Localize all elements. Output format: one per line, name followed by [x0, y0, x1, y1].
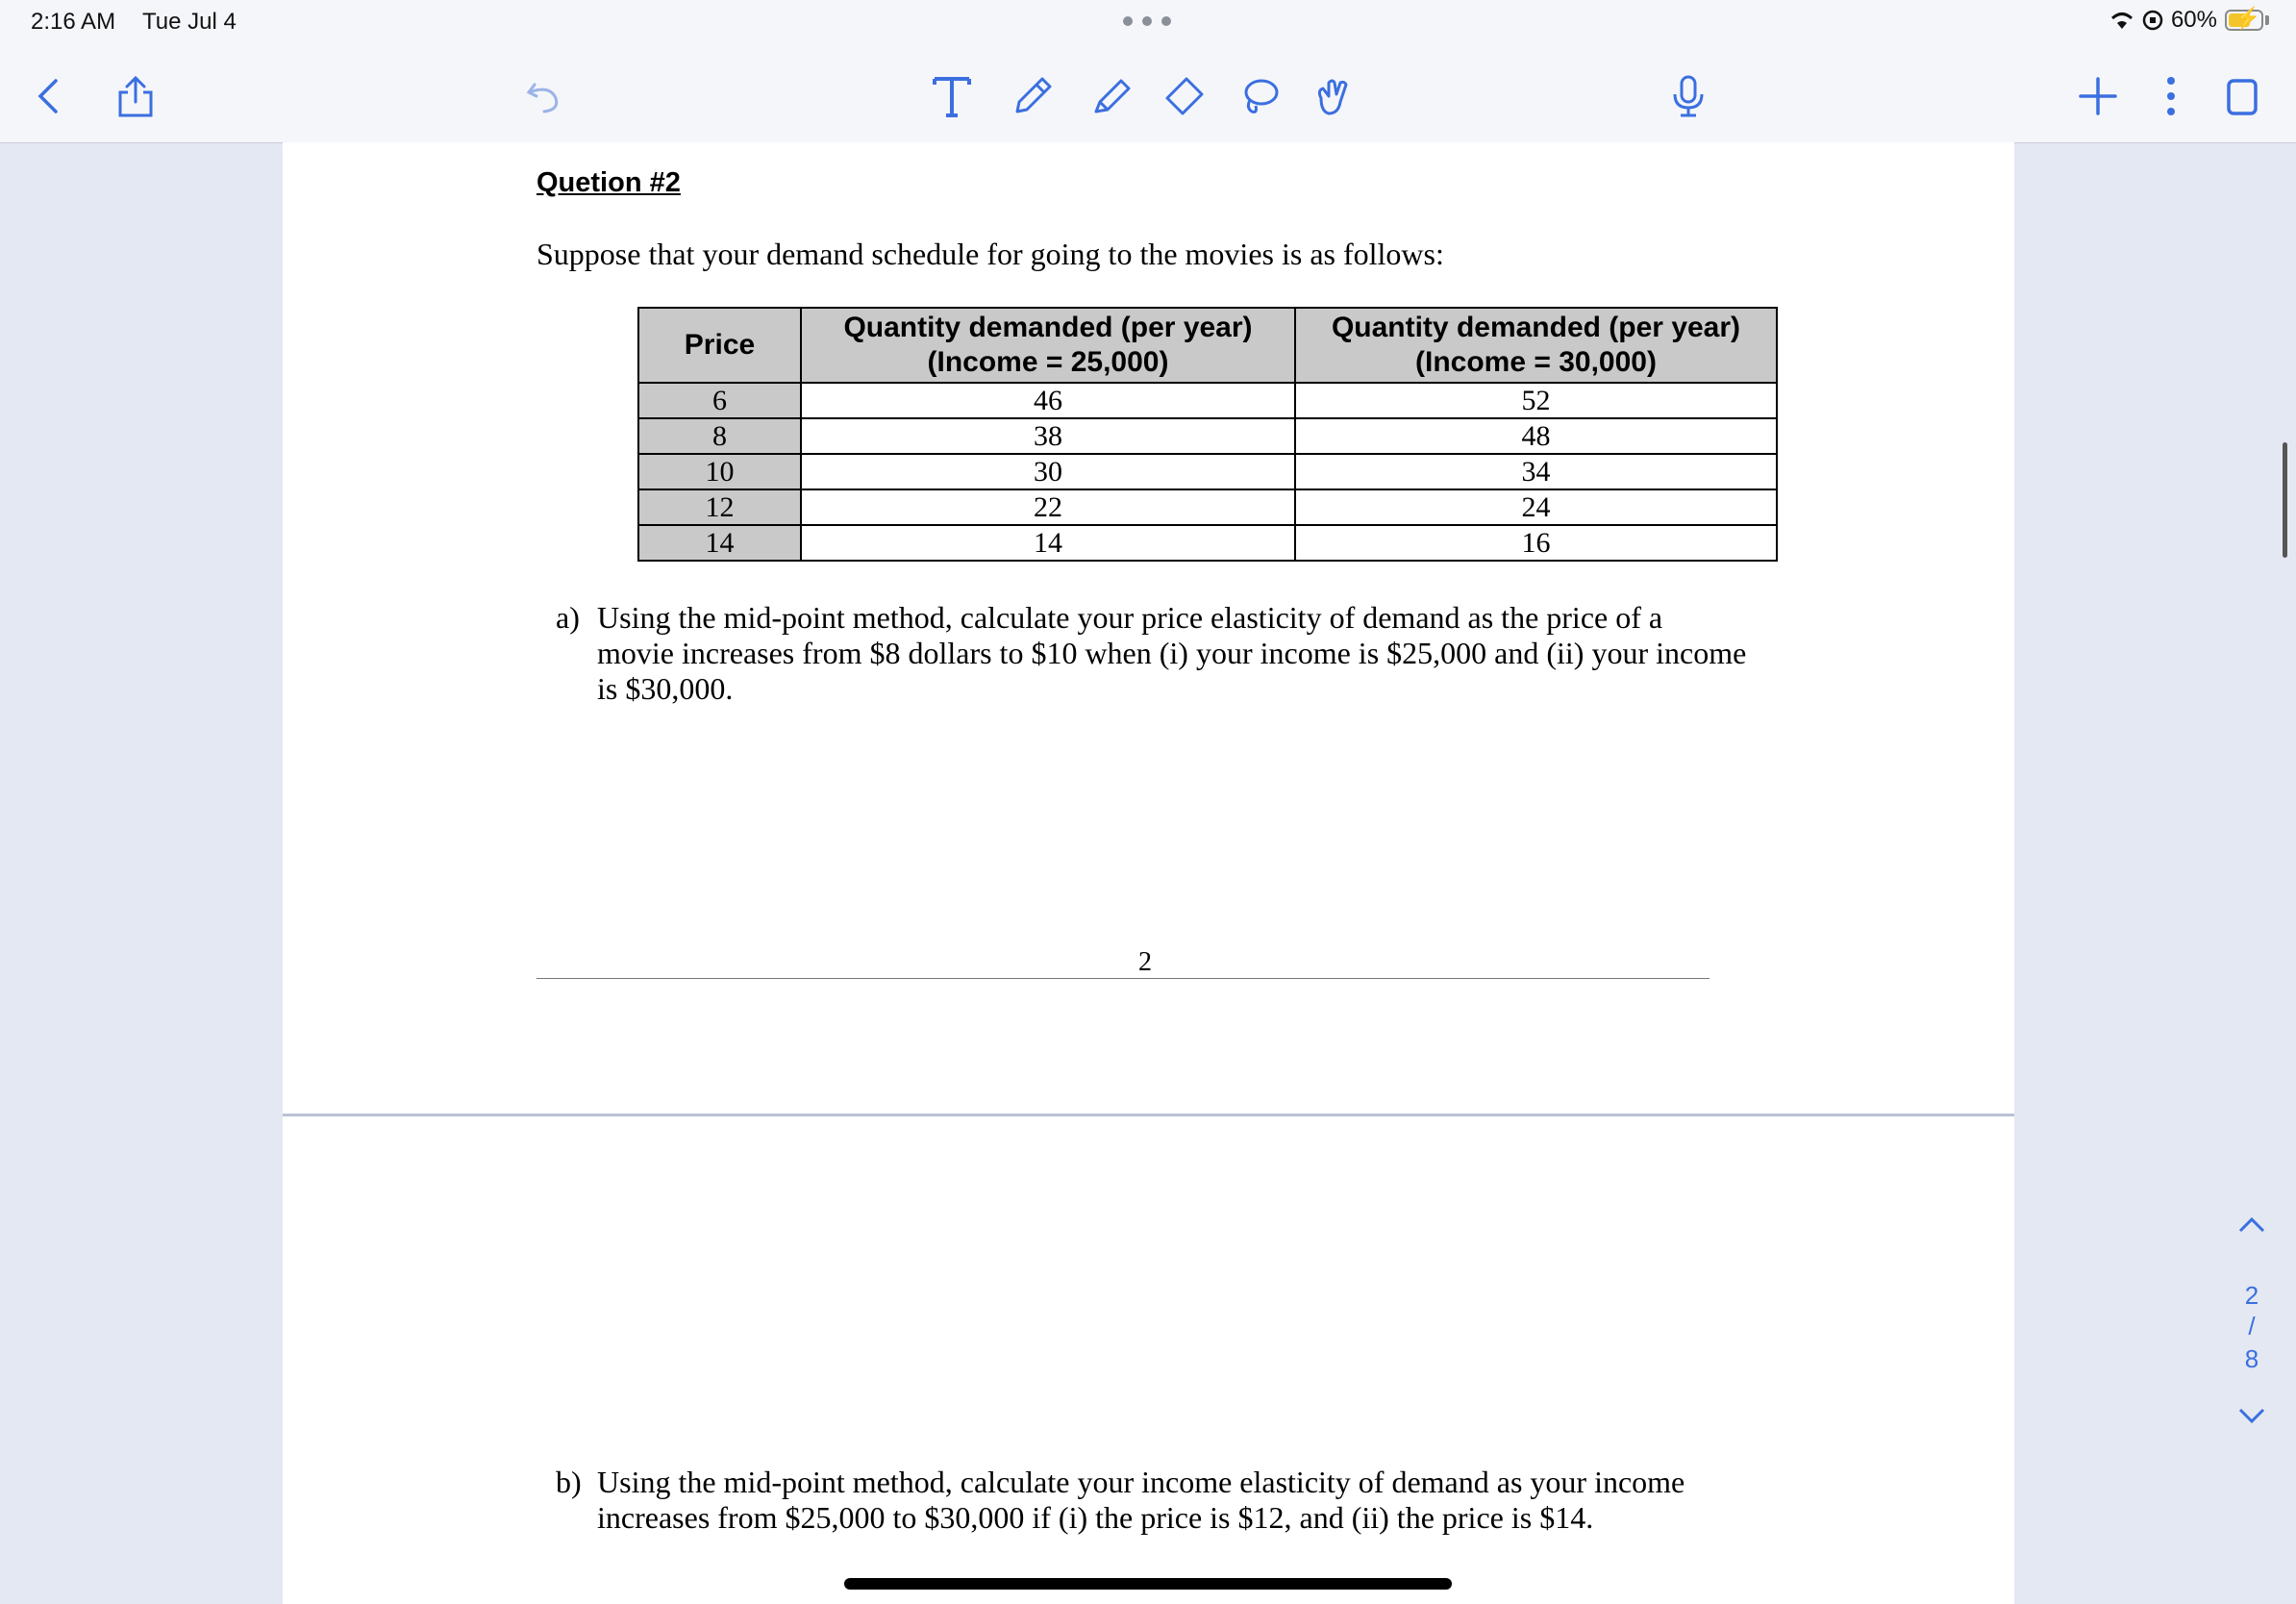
price-cell: 6	[638, 383, 801, 418]
page-number: 2	[1138, 947, 1152, 977]
intro-text: Suppose that your demand schedule for going to the movies is as follows:	[537, 237, 1444, 271]
qty-cell: 24	[1295, 489, 1777, 525]
price-cell: 10	[638, 454, 801, 489]
battery-icon: ⚡	[2225, 10, 2263, 31]
price-cell: 8	[638, 418, 801, 454]
add-icon[interactable]	[2073, 71, 2123, 121]
qty-cell: 48	[1295, 418, 1777, 454]
eraser-icon[interactable]	[1160, 71, 1210, 121]
microphone-icon[interactable]	[1663, 71, 1713, 121]
current-page: 2	[2244, 1281, 2259, 1310]
qty-cell: 34	[1295, 454, 1777, 489]
header-qty-25000: Quantity demanded (per year) (Income = 25,000)	[801, 308, 1295, 383]
status-bar	[0, 0, 2296, 46]
question-a-text: Using the mid-point method, calculate your price elasticity of demand as the price of a movie increases from $8 dollars to $10 when (i) your income is $25,000 and (ii) your income is $30,000.	[597, 600, 1747, 706]
pages-icon[interactable]	[2217, 71, 2267, 121]
chevron-down-icon[interactable]	[2231, 1402, 2273, 1432]
question-title: Quetion #2	[537, 167, 681, 198]
question-a-label: a)	[556, 600, 580, 635]
qty-cell: 30	[801, 454, 1295, 489]
toolbar	[0, 46, 2296, 143]
question-b-label: b)	[556, 1465, 582, 1499]
status-date: Tue Jul 4	[142, 9, 237, 35]
qty-cell: 38	[801, 418, 1295, 454]
header-price: Price	[638, 308, 801, 383]
qty-cell: 52	[1295, 383, 1777, 418]
question-b-text: Using the mid-point method, calculate your income elasticity of demand as your income increases from $25,000 to $30,000 if (i) the price is $12, and (ii) the price is $14.	[597, 1465, 1685, 1535]
lasso-icon[interactable]	[1235, 71, 1285, 121]
wifi-icon	[2109, 10, 2134, 31]
qty-cell: 14	[801, 525, 1295, 561]
chevron-up-icon[interactable]	[2231, 1212, 2273, 1241]
text-tool-icon[interactable]	[927, 71, 977, 121]
page-separator: /	[2248, 1312, 2256, 1341]
price-cell: 14	[638, 525, 801, 561]
scrollbar[interactable]	[2283, 442, 2287, 558]
table-row	[638, 454, 1777, 489]
multitasking-dots[interactable]	[1123, 12, 1171, 31]
orientation-lock-icon	[2142, 10, 2163, 31]
qty-cell: 16	[1295, 525, 1777, 561]
table-row	[638, 383, 1777, 418]
battery-percent: 60%	[2170, 7, 2217, 33]
pen-icon[interactable]	[1008, 71, 1058, 121]
price-cell: 12	[638, 489, 801, 525]
status-time: 2:16 AM	[31, 9, 116, 35]
qty-cell: 46	[801, 383, 1295, 418]
table-row	[638, 525, 1777, 561]
total-pages: 8	[2244, 1344, 2259, 1373]
undo-icon[interactable]	[519, 71, 569, 121]
share-icon[interactable]	[111, 71, 161, 121]
more-icon[interactable]	[2146, 71, 2196, 121]
status-indicators	[2109, 7, 2269, 34]
back-icon[interactable]	[25, 71, 75, 121]
page-navigator	[2231, 1212, 2273, 1442]
qty-cell: 22	[801, 489, 1295, 525]
header-qty-30000: Quantity demanded (per year) (Income = 30,000)	[1295, 308, 1777, 383]
demand-table	[637, 307, 1778, 562]
home-indicator[interactable]	[844, 1578, 1452, 1590]
hand-icon[interactable]	[1308, 71, 1358, 121]
footer-line	[537, 978, 1710, 979]
table-row	[638, 418, 1777, 454]
highlighter-icon[interactable]	[1086, 71, 1136, 121]
table-header-row	[638, 308, 1777, 383]
table-row	[638, 489, 1777, 525]
